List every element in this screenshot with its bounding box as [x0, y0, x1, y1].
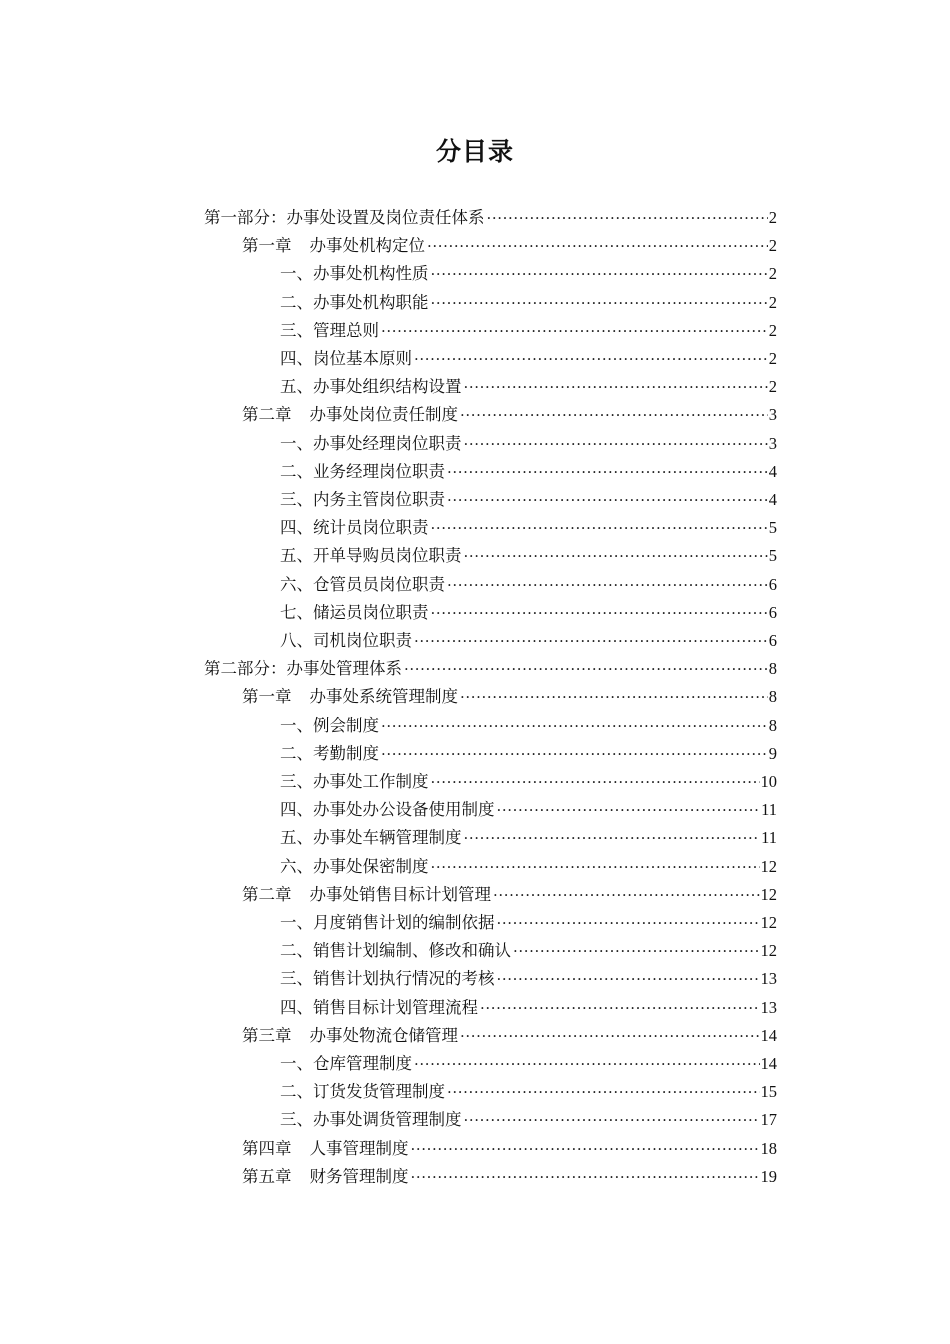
toc-entry-text: 四、办事处办公设备使用制度 — [280, 800, 495, 820]
toc-entry-label — [280, 712, 381, 740]
toc-dot-leader — [427, 232, 768, 260]
toc-dot-leader — [480, 994, 760, 1022]
toc-entry-label — [280, 740, 381, 768]
toc-page-number: 13 — [760, 997, 777, 1017]
toc-entry-label — [280, 909, 497, 937]
toc-entry-text: 第二部分：办事处管理体系 — [204, 659, 402, 679]
toc-page-number: 8 — [768, 687, 777, 707]
toc-dot-leader — [464, 430, 768, 458]
toc-page-number: 2 — [768, 208, 777, 227]
toc-section-entry — [280, 599, 777, 627]
toc-section-entry — [280, 373, 777, 401]
toc-entry-text: 二、订货发货管理制度 — [280, 1082, 445, 1102]
toc-entry-label — [242, 881, 493, 909]
toc-page-number: 12 — [760, 913, 777, 932]
toc-section-entry — [280, 514, 777, 542]
toc-entry-label — [280, 965, 497, 993]
toc-entry-label — [280, 853, 431, 881]
toc-entry-text: 六、仓管员员岗位职责 — [280, 574, 445, 594]
toc-page-number: 4 — [768, 490, 777, 509]
toc-dot-leader — [493, 881, 760, 909]
toc-dot-leader — [431, 514, 768, 542]
toc-page-number: 4 — [768, 461, 777, 481]
toc-entry-text: 一、办事处经理岗位职责 — [280, 433, 462, 453]
toc-page-number: 10 — [760, 772, 777, 791]
toc-page-number: 3 — [768, 433, 777, 453]
toc-dot-leader — [460, 401, 768, 429]
toc-dot-leader — [404, 655, 768, 683]
toc-entry-label — [242, 1163, 411, 1191]
toc-chapter-number: 第二章 — [242, 405, 292, 425]
toc-entry-label — [280, 373, 464, 401]
toc-page-number: 6 — [768, 574, 777, 594]
toc-entry-label — [280, 542, 464, 570]
toc-entry-label — [280, 289, 431, 317]
toc-chapter-entry — [242, 683, 777, 711]
toc-dot-leader — [431, 853, 760, 881]
toc-section-entry — [280, 796, 777, 824]
toc-entry-text: 一、仓库管理制度 — [280, 1054, 412, 1073]
toc-entry-text: 八、司机岗位职责 — [280, 631, 412, 650]
toc-entry-text: 三、销售计划执行情况的考核 — [280, 969, 495, 989]
toc-entry-text: 二、考勤制度 — [280, 743, 379, 763]
toc-entry-label — [242, 683, 460, 711]
toc-entry-text: 办事处销售目标计划管理 — [309, 884, 491, 904]
toc-entry-text: 二、业务经理岗位职责 — [280, 461, 445, 481]
toc-section-entry — [280, 965, 777, 993]
toc-page-number: 18 — [760, 1138, 777, 1158]
toc-entry-text: 四、统计员岗位职责 — [280, 518, 429, 538]
toc-section-entry — [280, 937, 777, 965]
toc-entry-label — [280, 317, 381, 345]
toc-entry-label — [242, 232, 427, 260]
toc-entry-label — [242, 1022, 460, 1050]
toc-entry-text: 办事处机构定位 — [309, 236, 425, 256]
toc-part-entry — [204, 204, 777, 232]
toc-page-number: 8 — [768, 659, 777, 679]
toc-chapter-entry — [242, 1022, 777, 1050]
toc-chapter-number: 第一章 — [242, 687, 292, 707]
toc-dot-leader — [464, 542, 768, 570]
toc-section-entry — [280, 853, 777, 881]
toc-chapter-number: 第一章 — [242, 236, 292, 256]
toc-dot-leader — [414, 345, 768, 373]
toc-entry-label — [280, 599, 431, 627]
toc-entry-text: 二、销售计划编制、修改和确认 — [280, 941, 511, 961]
toc-entry-text: 四、销售目标计划管理流程 — [280, 997, 478, 1017]
toc-chapter-entry — [242, 232, 777, 260]
toc-dot-leader — [497, 965, 760, 993]
toc-entry-label — [280, 796, 497, 824]
toc-entry-label — [204, 655, 404, 683]
toc-entry-text: 三、办事处调货管理制度 — [280, 1110, 462, 1130]
toc-chapter-entry — [242, 401, 777, 429]
toc-page-number: 6 — [768, 602, 777, 622]
toc-dot-leader — [464, 373, 768, 401]
toc-entry-text: 三、管理总则 — [280, 320, 379, 340]
toc-dot-leader — [460, 1022, 760, 1050]
toc-part-entry — [204, 655, 777, 683]
toc-page-number: 2 — [768, 377, 777, 397]
toc-section-entry — [280, 260, 777, 288]
toc-section-entry — [280, 486, 777, 514]
toc-dot-leader — [431, 768, 760, 796]
toc-entry-text: 五、办事处组织结构设置 — [280, 377, 462, 397]
toc-chapter-number: 第三章 — [242, 1025, 292, 1045]
toc-section-entry — [280, 994, 777, 1022]
toc-entry-text: 财务管理制度 — [309, 1166, 409, 1186]
toc-entry-label — [280, 458, 447, 486]
toc-entry-text: 一、办事处机构性质 — [280, 264, 429, 284]
toc-entry-text: 三、办事处工作制度 — [280, 772, 429, 791]
toc-dot-leader — [464, 824, 761, 852]
toc-entry-text: 二、办事处机构职能 — [280, 292, 429, 312]
toc-dot-leader — [431, 599, 768, 627]
toc-page-number: 3 — [768, 405, 777, 425]
toc-entry-text: 五、开单导购员岗位职责 — [280, 546, 462, 566]
toc-page-number: 19 — [760, 1166, 777, 1186]
toc-chapter-number: 第二章 — [242, 884, 292, 904]
toc-page-number: 11 — [761, 800, 777, 820]
toc-section-entry — [280, 712, 777, 740]
toc-entry-label — [280, 260, 431, 288]
toc-page-number: 12 — [760, 856, 777, 876]
toc-entry-label — [280, 514, 431, 542]
toc-section-entry — [280, 1050, 777, 1078]
toc-entry-text: 四、岗位基本原则 — [280, 349, 412, 368]
page-title: 分目录 — [435, 137, 514, 166]
toc-page-number: 9 — [768, 743, 777, 763]
toc-page-number: 12 — [760, 884, 777, 904]
toc-page-number: 5 — [768, 546, 777, 566]
toc-entry-label — [280, 937, 513, 965]
toc-section-entry — [280, 345, 777, 373]
toc-page-number: 2 — [768, 236, 777, 256]
toc-dot-leader — [497, 909, 760, 937]
toc-page-number: 2 — [768, 349, 777, 368]
toc-entry-text: 办事处物流仓储管理 — [309, 1025, 458, 1045]
toc-page-number: 11 — [761, 828, 777, 848]
toc-dot-leader — [487, 204, 768, 232]
toc-section-entry — [280, 458, 777, 486]
toc-section-entry — [280, 909, 777, 937]
toc-page-number: 2 — [768, 292, 777, 312]
toc-dot-leader — [497, 796, 761, 824]
toc-section-entry — [280, 289, 777, 317]
toc-dot-leader — [381, 317, 768, 345]
toc-entry-label — [280, 824, 464, 852]
toc-chapter-number: 第五章 — [242, 1166, 292, 1186]
toc-entry-text: 办事处系统管理制度 — [309, 687, 458, 707]
toc-page-number: 5 — [768, 518, 777, 538]
toc-page-number: 8 — [768, 715, 777, 735]
toc-entry-label — [204, 204, 487, 232]
toc-dot-leader — [414, 1050, 760, 1078]
toc-dot-leader — [460, 683, 768, 711]
toc-page-number: 6 — [768, 631, 777, 650]
toc-dot-leader — [447, 1078, 760, 1106]
toc-chapter-entry — [242, 1163, 777, 1191]
toc-entry-text: 人事管理制度 — [309, 1138, 409, 1158]
toc-entry-text: 五、办事处车辆管理制度 — [280, 828, 462, 848]
toc-section-entry — [280, 571, 777, 599]
toc-page-number: 15 — [760, 1082, 777, 1102]
toc-chapter-number: 第四章 — [242, 1138, 292, 1158]
toc-dot-leader — [447, 458, 768, 486]
toc-entry-label — [242, 1135, 411, 1163]
toc-page-number: 14 — [760, 1025, 777, 1045]
toc-section-entry — [280, 317, 777, 345]
toc-entry-label — [280, 1078, 447, 1106]
toc-entry-text: 一、月度销售计划的编制依据 — [280, 913, 495, 932]
toc-entry-label — [242, 401, 460, 429]
toc-entry-text: 三、内务主管岗位职责 — [280, 490, 445, 509]
toc-dot-leader — [447, 571, 768, 599]
toc-dot-leader — [411, 1135, 760, 1163]
toc-page-number: 13 — [760, 969, 777, 989]
toc-dot-leader — [431, 289, 768, 317]
toc-chapter-entry — [242, 1135, 777, 1163]
toc-section-entry — [280, 627, 777, 655]
toc-page-number: 12 — [760, 941, 777, 961]
toc-page-number: 2 — [768, 320, 777, 340]
toc-entry-label — [280, 430, 464, 458]
toc-entry-text: 第一部分：办事处设置及岗位责任体系 — [204, 208, 485, 227]
toc-page-number: 17 — [760, 1110, 777, 1130]
toc-dot-leader — [464, 1106, 760, 1134]
toc-entry-text: 办事处岗位责任制度 — [309, 405, 458, 425]
toc-page-number: 14 — [760, 1054, 777, 1073]
toc-entry-label — [280, 345, 414, 373]
toc-entry-label — [280, 768, 431, 796]
toc-section-entry — [280, 542, 777, 570]
toc-dot-leader — [411, 1163, 760, 1191]
toc-dot-leader — [414, 627, 768, 655]
toc-entry-label — [280, 571, 447, 599]
toc-section-entry — [280, 1078, 777, 1106]
toc-entry-text: 一、例会制度 — [280, 715, 379, 735]
toc-entry-label — [280, 627, 414, 655]
toc-entry-label — [280, 994, 480, 1022]
toc-entry-label — [280, 486, 447, 514]
toc-section-entry — [280, 740, 777, 768]
toc-entry-label — [280, 1050, 414, 1078]
toc-dot-leader — [447, 486, 768, 514]
toc-dot-leader — [431, 260, 768, 288]
toc-section-entry — [280, 768, 777, 796]
toc-entry-text: 七、储运员岗位职责 — [280, 602, 429, 622]
toc-page-number: 2 — [768, 264, 777, 284]
toc-dot-leader — [513, 937, 760, 965]
toc-entry-text: 六、办事处保密制度 — [280, 856, 429, 876]
toc-dot-leader — [381, 712, 768, 740]
toc-chapter-entry — [242, 881, 777, 909]
toc-section-entry — [280, 430, 777, 458]
toc-section-entry — [280, 1106, 777, 1134]
toc-section-entry — [280, 824, 777, 852]
toc-dot-leader — [381, 740, 768, 768]
toc-entry-label — [280, 1106, 464, 1134]
